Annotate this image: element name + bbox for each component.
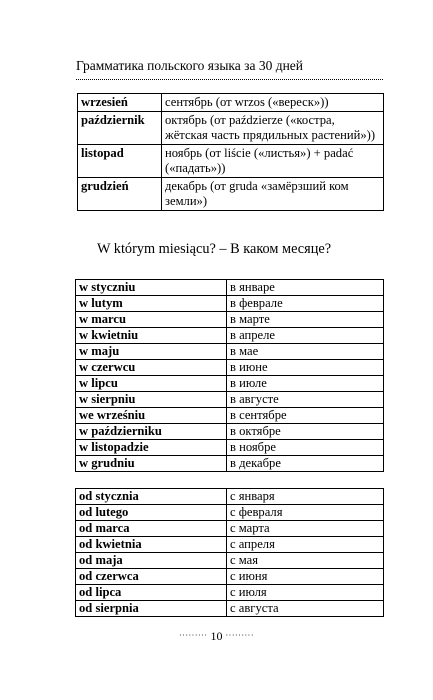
table-row: [76, 312, 384, 328]
polish-phrase: w czerwcu: [76, 360, 227, 376]
months-etymology-table: [77, 93, 384, 211]
running-header: Грамматика польского языка за 30 дней: [76, 58, 304, 73]
russian-phrase: в августе: [227, 392, 384, 408]
page-number: 10: [210, 629, 223, 643]
table-row: [76, 344, 384, 360]
russian-phrase: в апреле: [227, 328, 384, 344]
polish-phrase: w październiku: [76, 424, 227, 440]
polish-phrase: we wrześniu: [76, 408, 227, 424]
polish-word: wrzesień: [78, 94, 162, 112]
table-row: [76, 537, 384, 553]
polish-phrase: od sierpnia: [76, 601, 227, 617]
russian-phrase: в октябре: [227, 424, 384, 440]
russian-phrase: в мае: [227, 344, 384, 360]
russian-phrase: с января: [227, 489, 384, 505]
russian-phrase: с июня: [227, 569, 384, 585]
polish-phrase: w listopadzie: [76, 440, 227, 456]
polish-phrase: w maju: [76, 344, 227, 360]
footer-dots-left: ·········: [179, 631, 208, 640]
table-row: [78, 112, 384, 145]
polish-word: październik: [78, 112, 162, 145]
russian-phrase: в ноябре: [227, 440, 384, 456]
table-row: [76, 424, 384, 440]
russian-translation: октябрь (от paździerze («костра, жётская часть прядильных растений»)): [162, 112, 384, 145]
russian-phrase: в июне: [227, 360, 384, 376]
polish-phrase: w lipcu: [76, 376, 227, 392]
polish-phrase: od lutego: [76, 505, 227, 521]
table-row: [76, 376, 384, 392]
russian-phrase: с мая: [227, 553, 384, 569]
russian-phrase: в январе: [227, 280, 384, 296]
footer-dots-right: ·········: [225, 631, 254, 640]
polish-phrase: od stycznia: [76, 489, 227, 505]
polish-phrase: od maja: [76, 553, 227, 569]
russian-translation: сентябрь (от wrzos («вереск»)): [162, 94, 384, 112]
table-row: [76, 569, 384, 585]
russian-phrase: в сентябре: [227, 408, 384, 424]
polish-phrase: w lutym: [76, 296, 227, 312]
table-row: [78, 94, 384, 112]
table-row: [76, 440, 384, 456]
in-month-table: [75, 279, 384, 472]
polish-phrase: w sierpniu: [76, 392, 227, 408]
table-row: [76, 489, 384, 505]
table-row: [78, 178, 384, 211]
polish-phrase: od lipca: [76, 585, 227, 601]
russian-phrase: в марте: [227, 312, 384, 328]
table-row: [78, 145, 384, 178]
polish-word: grudzień: [78, 178, 162, 211]
polish-phrase: od czerwca: [76, 569, 227, 585]
table-row: [76, 392, 384, 408]
russian-phrase: с февраля: [227, 505, 384, 521]
table-row: [76, 505, 384, 521]
section-question: W którym miesiącu? – В каком месяце?: [97, 241, 332, 257]
polish-phrase: w grudniu: [76, 456, 227, 472]
table-row: [76, 585, 384, 601]
russian-phrase: в декабре: [227, 456, 384, 472]
polish-phrase: w styczniu: [76, 280, 227, 296]
russian-phrase: с апреля: [227, 537, 384, 553]
polish-word: listopad: [78, 145, 162, 178]
table-row: [76, 601, 384, 617]
from-month-table: [75, 488, 384, 617]
table-row: [76, 360, 384, 376]
table-row: [76, 553, 384, 569]
table-row: [76, 296, 384, 312]
polish-phrase: od marca: [76, 521, 227, 537]
table-row: [76, 280, 384, 296]
russian-phrase: с июля: [227, 585, 384, 601]
russian-translation: ноябрь (от liście («листья») + padać («падать»)): [162, 145, 384, 178]
table-row: [76, 521, 384, 537]
table-row: [76, 328, 384, 344]
header-dotted-rule: [76, 79, 383, 80]
polish-phrase: w marcu: [76, 312, 227, 328]
russian-phrase: в феврале: [227, 296, 384, 312]
russian-translation: декабрь (от gruda «замёрзший ком земли»): [162, 178, 384, 211]
polish-phrase: w kwietniu: [76, 328, 227, 344]
table-row: [76, 408, 384, 424]
polish-phrase: od kwietnia: [76, 537, 227, 553]
russian-phrase: с августа: [227, 601, 384, 617]
russian-phrase: в июле: [227, 376, 384, 392]
page-footer: [0, 629, 433, 644]
russian-phrase: с марта: [227, 521, 384, 537]
table-row: [76, 456, 384, 472]
